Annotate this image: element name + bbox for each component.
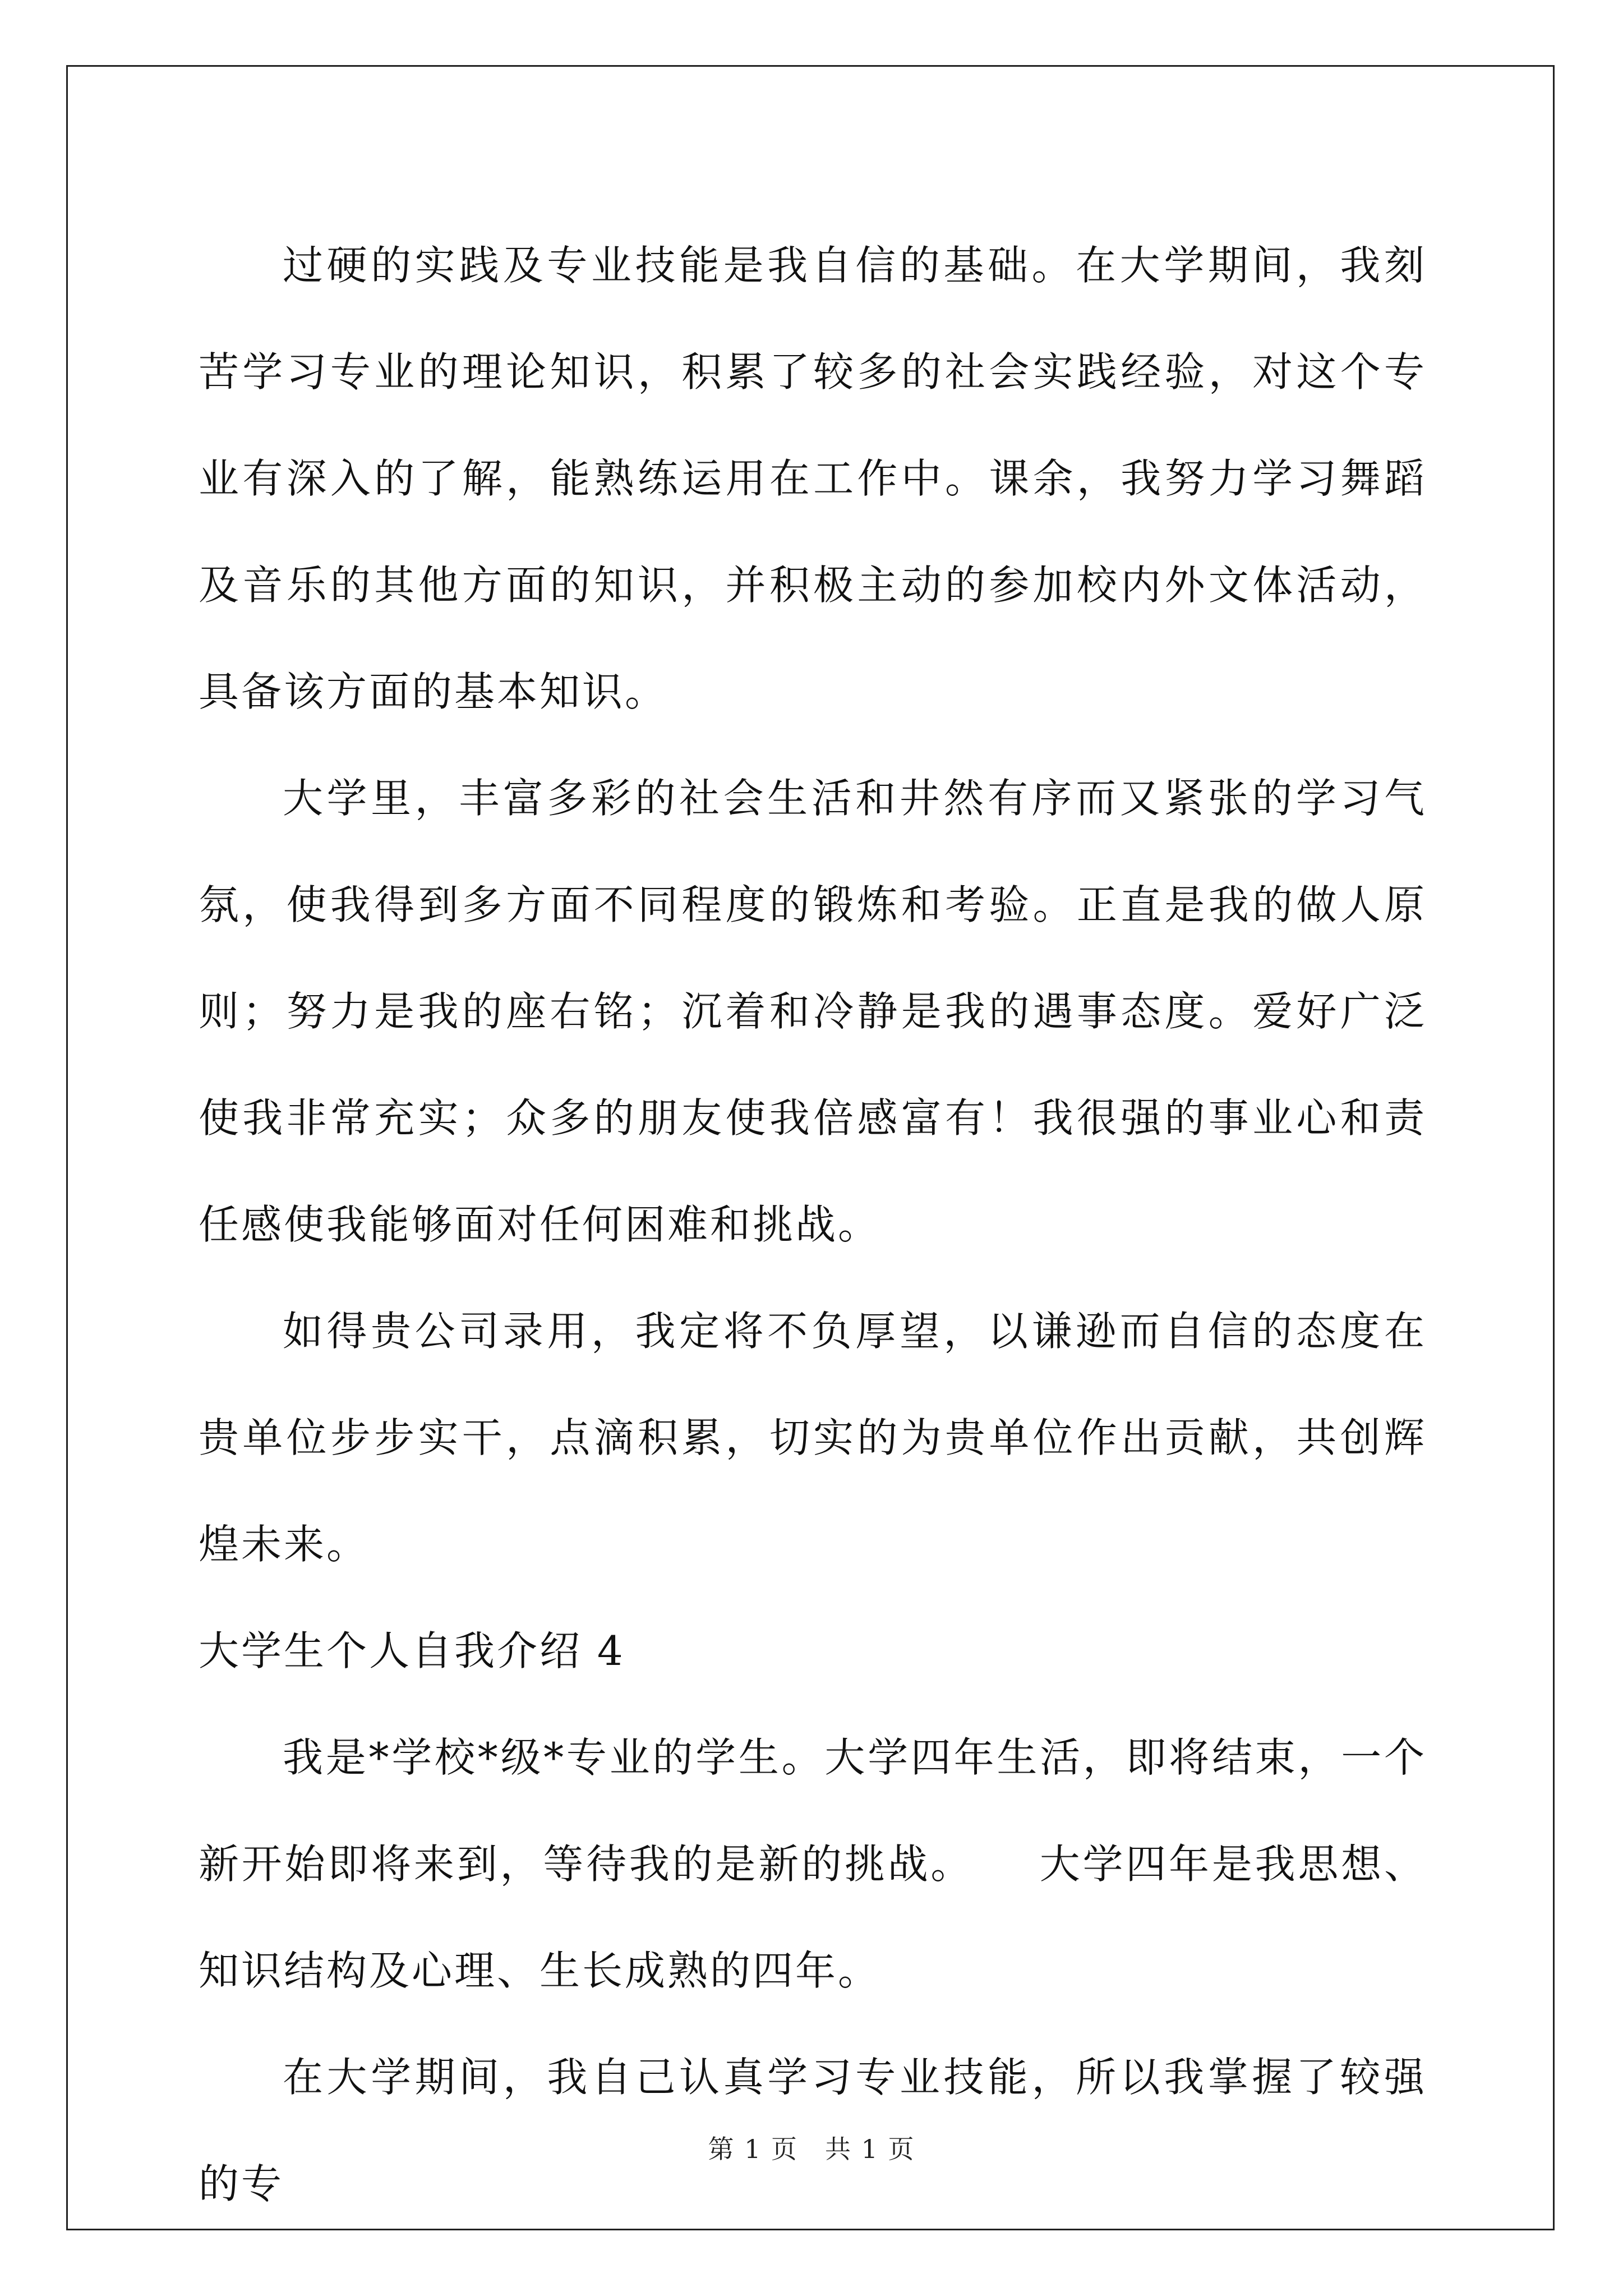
paragraph: 我是*学校*级*专业的学生。大学四年生活，即将结束，一个新开始即将来到，等待我的是新的挑战。 大学四年是我思想、知识结构及心理、生长成熟的四年。 (199, 1734, 1427, 1994)
paragraph: 大学里，丰富多彩的社会生活和井然有序而又紧张的学习气氛，使我得到多方面不同程度的锻炼和考验。正直是我的做人原则；努力是我的座右铭；沉着和冷静是我的遇事态度。爱好广泛使我非常充实；众多的朋友使我倍感富有！我很强的事业心和责任感使我能够面对任何困难和挑战。 (199, 775, 1427, 1248)
section-heading: 大学生个人自我介绍 4 (199, 1627, 625, 1674)
paragraph: 在大学期间，我自己认真学习专业技能，所以我掌握了较强的专 (199, 2054, 1427, 2207)
page-number-footer: 第 1 页 共 1 页 (708, 2134, 915, 2164)
document-body (199, 212, 1427, 2237)
paragraph: 过硬的实践及专业技能是我自信的基础。在大学期间，我刻苦学习专业的理论知识，积累了较多的社会实践经验，对这个专业有深入的了解，能熟练运用在工作中。课余，我努力学习舞蹈及音乐的其他方面的知识，并积极主动的参加校内外文体活动，具备该方面的基本知识。 (199, 242, 1427, 715)
paragraph: 如得贵公司录用，我定将不负厚望，以谦逊而自信的态度在贵单位步步实干，点滴积累，切实的为贵单位作出贡献，共创辉煌未来。 (199, 1308, 1427, 1568)
